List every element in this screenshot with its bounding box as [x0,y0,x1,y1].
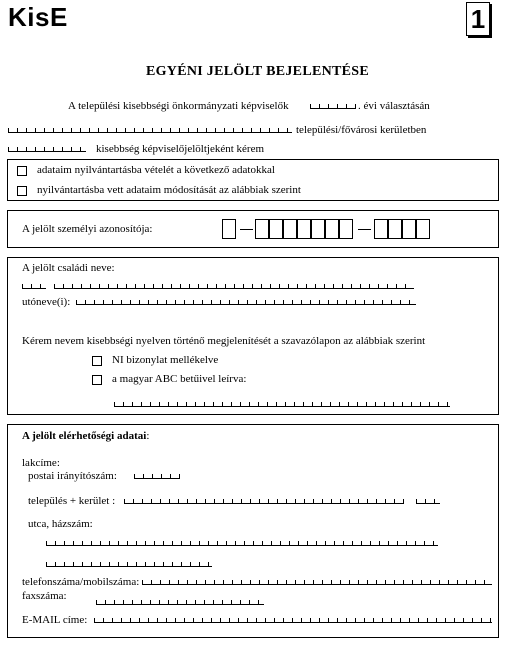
page-title: EGYÉNI JELÖLT BEJELENTÉSE [145,64,370,79]
election-year-field[interactable] [310,104,356,109]
postal-code-field[interactable] [134,474,180,479]
intro-line3-suffix: kisebbség képviselőjelöltjeként kérem [96,143,265,155]
latin-alphabet-checkbox[interactable] [92,375,102,385]
option-new-registration-label: adataim nyilvántartásba vételét a következő adatokkal [37,164,275,176]
id-digit-cell[interactable] [297,219,311,239]
given-name-label: utóneve(i): [22,296,71,308]
id-digit-cell[interactable] [325,219,339,239]
ni-certificate-label: NI bizonylat mellékelve [112,354,219,366]
family-name-label: A jelölt családi neve: [22,262,115,274]
district-field[interactable] [416,499,440,504]
municipality-field[interactable] [8,128,292,133]
minority-name-request: Kérem nevem kisebbségi nyelven történő megjelenítését a szavazólapon az alábbiak szerint [22,335,426,347]
option-new-registration-checkbox[interactable] [17,166,27,176]
email-field[interactable] [94,618,492,623]
latin-name-field[interactable] [114,402,450,407]
option-modify-checkbox[interactable] [17,186,27,196]
phone-label: telefonszáma/mobilszáma: [22,576,140,588]
street-field[interactable] [46,541,438,546]
personal-id-input[interactable] [222,219,440,239]
latin-alphabet-label: a magyar ABC betűivel leírva: [112,373,247,385]
given-name-field[interactable] [76,300,416,305]
address-label: lakcíme: [22,457,60,469]
fax-label: faxszáma: [22,590,67,602]
id-digit-cell[interactable] [388,219,402,239]
id-digit-cell[interactable] [283,219,297,239]
id-digit-cell[interactable] [402,219,416,239]
id-digit-cell[interactable] [269,219,283,239]
id-digit-cell[interactable] [255,219,269,239]
id-digit-cell[interactable] [374,219,388,239]
personal-id-label: A jelölt személyi azonosítója: [22,223,153,235]
family-name-prefix-field[interactable] [22,284,46,289]
id-separator [240,229,253,230]
contact-section [7,424,499,638]
intro-line1-suffix: . évi választásán [358,100,430,112]
family-name-field[interactable] [54,284,414,289]
town-field[interactable] [124,499,404,504]
email-label: E-MAIL címe: [22,614,88,626]
street-field-2[interactable] [46,562,212,567]
street-label: utca, házszám: [28,518,93,530]
postal-code-label: postai irányítószám: [28,470,117,482]
intro-line1-prefix: A települési kisebbségi önkormányzati képviselők [68,100,289,112]
id-digit-cell[interactable] [311,219,325,239]
fax-field[interactable] [96,600,264,605]
town-label: település + kerület : [28,495,116,507]
page-number: 1 [466,2,490,36]
intro-line2-suffix: települési/fővárosi kerületben [296,124,427,136]
id-digit-cell[interactable] [339,219,353,239]
logo: KisE [8,2,68,32]
id-digit-cell[interactable] [222,219,236,239]
id-separator [358,229,371,230]
id-digit-cell[interactable] [416,219,430,239]
contact-heading: A jelölt elérhetőségi adatai: [22,430,150,442]
minority-field[interactable] [8,147,86,152]
ni-certificate-checkbox[interactable] [92,356,102,366]
phone-field[interactable] [142,580,492,585]
option-modify-label: nyilvántartásba vett adataim módosítását az alábbiak szerint [37,184,301,196]
